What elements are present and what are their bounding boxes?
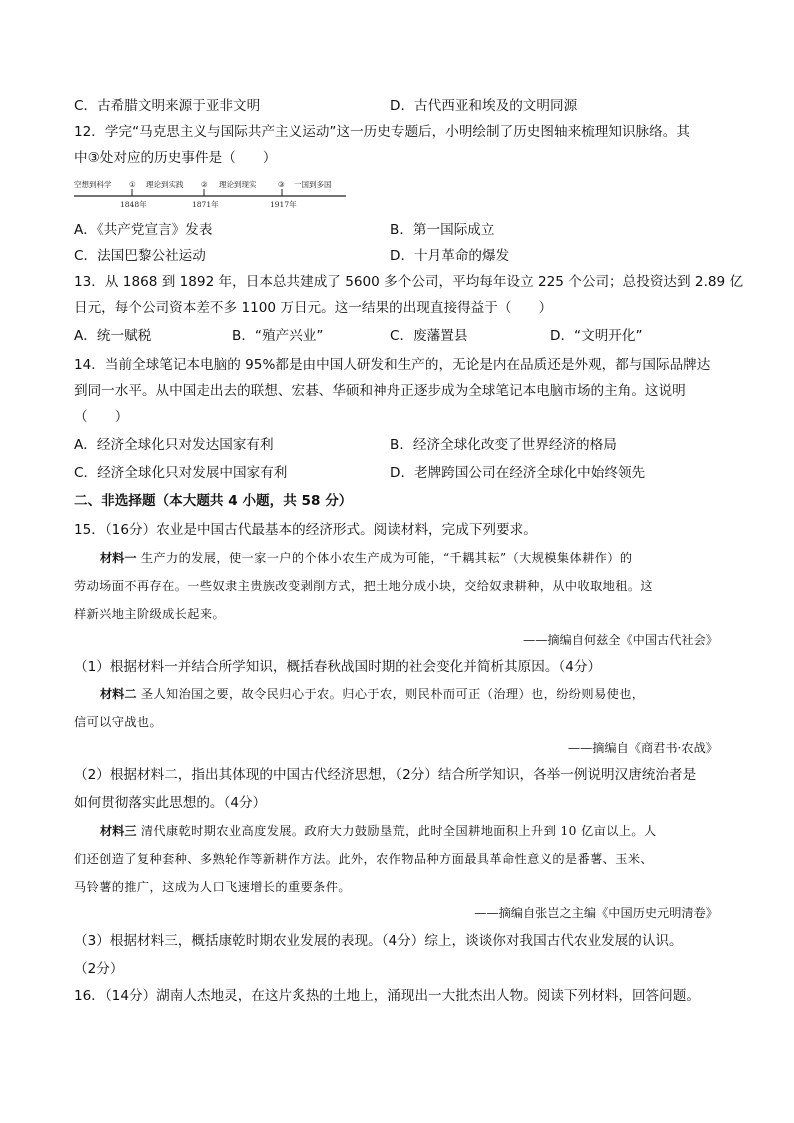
q12-option-d: D．十月革命的爆发 xyxy=(390,248,510,264)
q13-stem-line1: 13．从 1868 到 1892 年，日本总共建成了 5600 多个公司，平均每年设立 225 个公司；总投资达到 2.89 亿 xyxy=(74,274,744,290)
q13-option-b: B．“殖产兴业” xyxy=(232,328,324,344)
q12-option-b: B．第一国际成立 xyxy=(390,222,495,238)
q14-stem-line2: 到同一水平。从中国走出去的联想、宏碁、华硕和神舟正逐步成为全球笔记本电脑市场的主角。这说明 xyxy=(74,383,686,399)
q13-option-a: A．统一赋税 xyxy=(74,328,152,344)
q15-sub2-line1: （2）根据材料二，指出其体现的中国古代经济思想，（2分）结合所学知识，各举一例说明汉唐统治者是 xyxy=(74,767,697,783)
material-3-line2: 们还创造了复种套种、多熟轮作等新耕作方法。此外，农作物品种方面最具革命性意义的是番薯、玉米、 xyxy=(74,852,654,866)
q15-sub2-line2: 如何贯彻落实此思想的。（4分） xyxy=(74,795,267,811)
material-3-source: ——摘编自张岂之主编《中国历史元明清卷》 xyxy=(474,906,718,920)
q16-stem: 16．（14分）湖南人杰地灵，在这片炙热的土地上，涌现出一大批杰出人物。阅读下列材料，回答问题。 xyxy=(74,988,700,1004)
material-3-line1 xyxy=(100,821,657,841)
timeline-label-3: 理论到现实 xyxy=(219,180,257,189)
q15-sub3-line2: （2分） xyxy=(74,961,124,977)
timeline-year-1917: 1917年 xyxy=(270,200,297,209)
material-2-label: 材料二 xyxy=(100,687,137,701)
material-2-text: 圣人知治国之要，故令民归心于农。归心于农，则民朴而可正（治理）也，纷纷则易使也， xyxy=(136,687,645,701)
q14-option-d: D．老牌跨国公司在经济全球化中始终领先 xyxy=(390,465,646,481)
q15-stem: 15．（16分）农业是中国古代最基本的经济形式。阅读材料，完成下列要求。 xyxy=(74,522,537,538)
timeline-label-1: 空想到科学 xyxy=(74,180,112,189)
material-1-line1 xyxy=(100,548,632,568)
q13-option-d: D．“文明开化” xyxy=(550,328,643,344)
material-1-text: 生产力的发展，使一家一户的个体小农生产成为可能，“千耦其耘”（大规模集体耕作）的 xyxy=(136,551,633,565)
q12-stem-line1: 12．学完“马克思主义与国际共产主义运动”这一历史专题后，小明绘制了历史图轴来梳理知识脉络。其 xyxy=(74,124,690,140)
material-3-line3: 马铃薯的推广，这成为人口飞速增长的重要条件。 xyxy=(74,880,351,894)
q14-option-b: B．经济全球化改变了世界经济的格局 xyxy=(390,437,617,453)
q11-option-d: D．古代西亚和埃及的文明同源 xyxy=(390,98,578,114)
timeline-label-circle1: ① xyxy=(129,180,136,189)
material-2-source: ——摘编自《商君书·农战》 xyxy=(567,741,718,755)
q14-option-c: C．经济全球化只对发展中国家有利 xyxy=(74,465,288,481)
material-2-line1 xyxy=(100,684,644,704)
material-3-text: 清代康乾时期农业高度发展。政府大力鼓励垦荒，此时全国耕地面积上升到 10 亿亩以上。人 xyxy=(136,824,657,838)
q12-option-a: A．《共产党宣言》发表 xyxy=(74,222,213,238)
history-timeline-figure xyxy=(74,176,350,210)
q13-stem-line2: 日元，每个公司资本差不多 1100 万日元。这一结果的出现直接得益于（ ） xyxy=(74,300,553,316)
q15-sub1: （1）根据材料一并结合所学知识，概括春秋战国时期的社会变化并简析其原因。（4分） xyxy=(74,659,602,675)
timeline-label-circle3: ③ xyxy=(278,180,285,189)
timeline-year-1848: 1848年 xyxy=(120,200,147,209)
timeline-label-4: 一国到多国 xyxy=(294,180,332,189)
q14-stem-line1: 14．当前全球笔记本电脑的 95%都是由中国人研发和生产的，无论是内在品质还是外观，都与国际品牌达 xyxy=(74,357,711,373)
material-1-label: 材料一 xyxy=(100,551,137,565)
material-1-line2: 劳动场面不再存在。一些奴隶主贵族改变剥削方式，把土地分成小块，交给奴隶耕种，从中收取地租。这 xyxy=(74,579,654,593)
timeline-label-2: 理论到实践 xyxy=(146,180,184,189)
material-1-source: ——摘编自何兹全《中国古代社会》 xyxy=(523,633,718,647)
q13-option-c: C．废藩置县 xyxy=(390,328,468,344)
section-title-non-choice: 二、非选择题（本大题共 4 小题，共 58 分） xyxy=(74,493,353,509)
material-2-line2: 信可以守战也。 xyxy=(74,715,163,729)
timeline-label-circle2: ② xyxy=(201,180,208,189)
material-3-label: 材料三 xyxy=(100,824,137,838)
q15-sub3-line1: （3）根据材料三，概括康乾时期农业发展的表现。（4分）综上，谈谈你对我国古代农业发展的认识。 xyxy=(74,933,683,949)
timeline-year-1871: 1871年 xyxy=(192,200,219,209)
q12-stem-line2: 中③处对应的历史事件是（ ） xyxy=(74,150,277,166)
q14-option-a: A．经济全球化只对发达国家有利 xyxy=(74,437,274,453)
q12-option-c: C．法国巴黎公社运动 xyxy=(74,248,206,264)
material-1-line3: 样新兴地主阶级成长起来。 xyxy=(74,607,226,621)
q14-stem-line3: （ ） xyxy=(74,409,129,425)
q11-option-c: C．古希腊文明来源于亚非文明 xyxy=(74,98,261,114)
